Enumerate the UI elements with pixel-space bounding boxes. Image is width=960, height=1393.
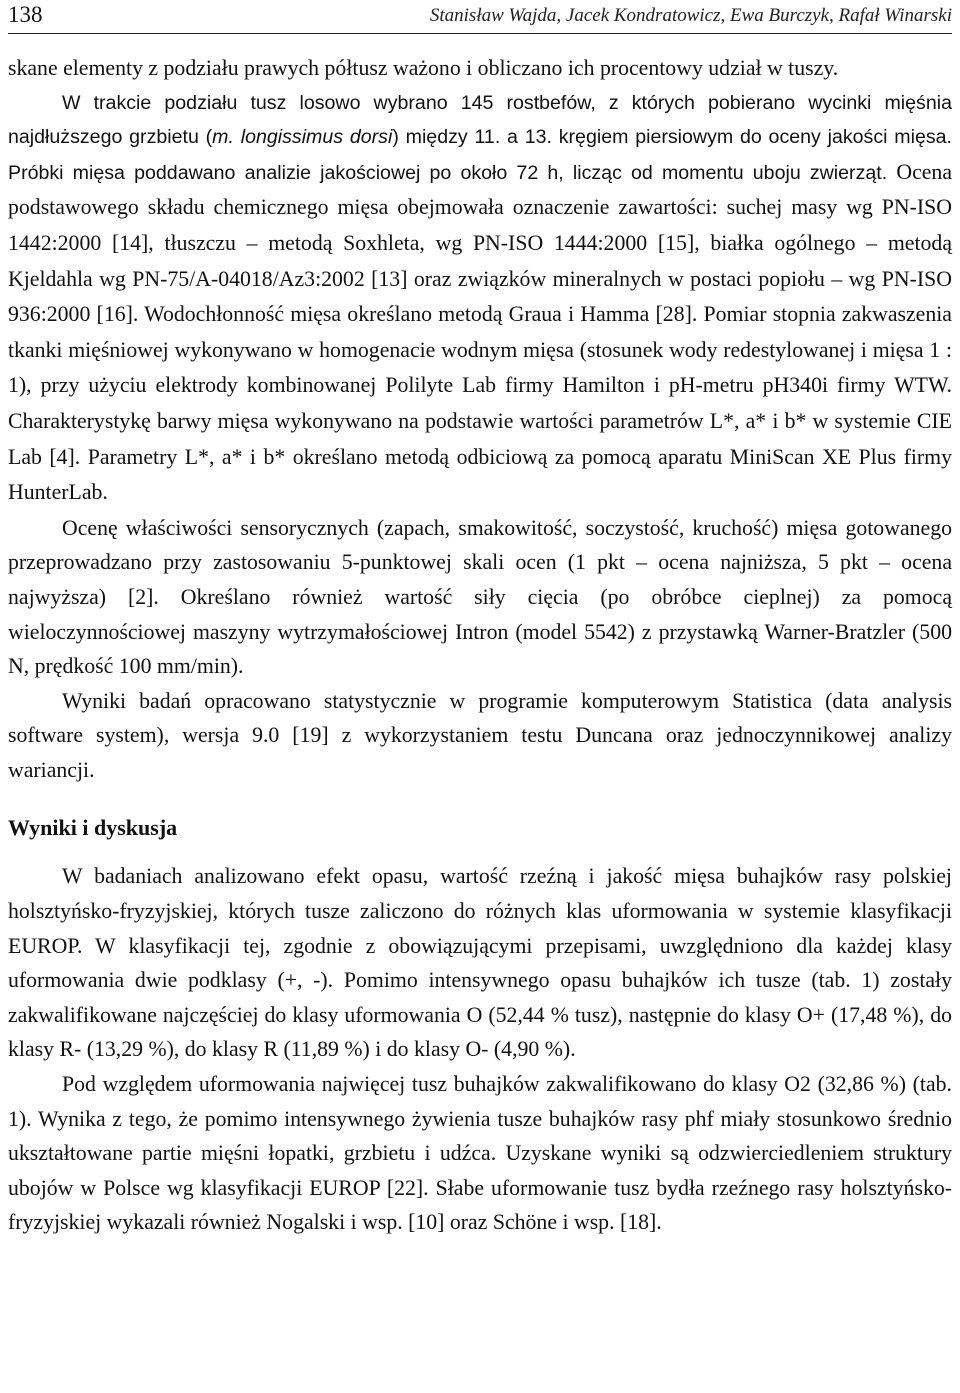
paragraph-6: W badaniach analizowano efekt opasu, wartość rzeźną i jakość mięsa buhajków rasy polskiej holsztyńsko-fryzyjskiej, których tusze zaliczono do różnych klas uformowania w systemie klasyfikacji EUROP. W klasyfikacji tej, zgodnie z obowiązującymi przepisami, uwzględniono dla każdej klasy uformowania dwie podklasy (+, -). Pomimo intensywnego opasu buhajków ich tusze (tab. 1) zostały zakwalifikowane najczęściej do klasy uformowania O (52,44 % tusz), następnie do klasy O+ (17,48 %), do klasy R- (13,29 %), do klasy R (11,89 %) i do klasy O- (4,90 %). — [8, 864, 952, 1062]
page-number: 138 — [8, 2, 43, 27]
running-header-authors: Stanisław Wajda, Jacek Kondratowicz, Ewa Burczyk, Rafał Winarski — [429, 5, 952, 26]
latin-muscle-name: m. longissimus dorsi — [212, 126, 393, 149]
paragraph-2-part-a: W trakcie podziału tusz losowo wybrano 145 rostbefów, z których pobierano wycinki mięśnia najdłuższego grzbietu ( — [8, 91, 952, 149]
running-header — [8, 0, 952, 34]
document-page — [8, 0, 952, 1393]
section-heading: Wyniki i dyskusja — [8, 815, 178, 841]
body-text — [8, 51, 952, 1240]
paragraph-2-part-b: ) między 11. a 13. kręgiem piersiowym do oceny jakości mięsa. Próbki mięsa poddawano analizie jakościowej po około 72 h, licząc od momentu uboju zwierząt. — [8, 126, 952, 184]
paragraph-5: Wyniki badań opracowano statystycznie w programie komputerowym Statistica (data analysis software system), wersja 9.0 [19] z wykorzystaniem testu Duncana oraz jednoczynnikowej analizy wariancji. — [8, 688, 952, 782]
paragraph-1: skane elementy z podziału prawych półtusz ważono i obliczano ich procentowy udział w tuszy. — [8, 56, 839, 80]
paragraph-4: Ocenę właściwości sensorycznych (zapach, smakowitość, soczystość, kruchość) mięsa gotowanego przeprowadzano przy zastosowaniu 5-punktowej skali ocen (1 pkt – ocena najniższa, 5 pkt – ocena najwyższa) [2]. Określano również wartość siły cięcia (po obróbce cieplnej) za pomocą wieloczynnościowej maszyny wytrzymałościowej Intron (model 5542) z przystawką Warner-Bratzler (500 N, prędkość 100 mm/min). — [8, 515, 952, 679]
paragraph-2 — [8, 86, 952, 511]
paragraph-3: Ocena podstawowego składu chemicznego mięsa obejmowała oznaczenie zawartości: suchej masy wg PN-ISO 1442:2000 [14], tłuszczu – metodą Soxhleta, wg PN-ISO 1444:2000 [15], białka ogólnego – metodą Kjeldahla wg PN-75/A-04018/Az3:2002 [13] oraz związków mineralnych w postaci popiołu – wg PN-ISO 936:2000 [16]. Wodochłonność mięsa określano metodą Graua i Hamma [28]. Pomiar stopnia zakwaszenia tkanki mięśniowej wykonywano w homogenacie wodnym mięsa (stosunek wody redestylowanej i mięsa 1 : 1), przy użyciu elektrody kombinowanej Polilyte Lab firmy Hamilton i pH-metru pH340i firmy WTW. Charakterystykę barwy mięsa wykonywano na podstawie wartości parametrów L*, a* i b* w systemie CIE Lab [4]. Parametry L*, a* i b* określano metodą odbiciową za pomocą aparatu MiniScan XE Plus firmy HunterLab. — [8, 159, 952, 505]
paragraph-7: Pod względem uformowania najwięcej tusz buhajków zakwalifikowano do klasy O2 (32,86 %) (tab. 1). Wynika z tego, że pomimo intensywnego żywienia tusze buhajków rasy phf miały stosunkowo średnio ukształtowane partie mięśni łopatki, grzbietu i udźca. Uzyskane wyniki są odzwierciedleniem struktury ubojów w Polsce wg klasyfikacji EUROP [22]. Słabe uformowanie tusz bydła rzeźnego rasy holsztyńsko-fryzyjskiej wykazali również Nogalski i wsp. [10] oraz Schöne i wsp. [18]. — [8, 1072, 952, 1235]
